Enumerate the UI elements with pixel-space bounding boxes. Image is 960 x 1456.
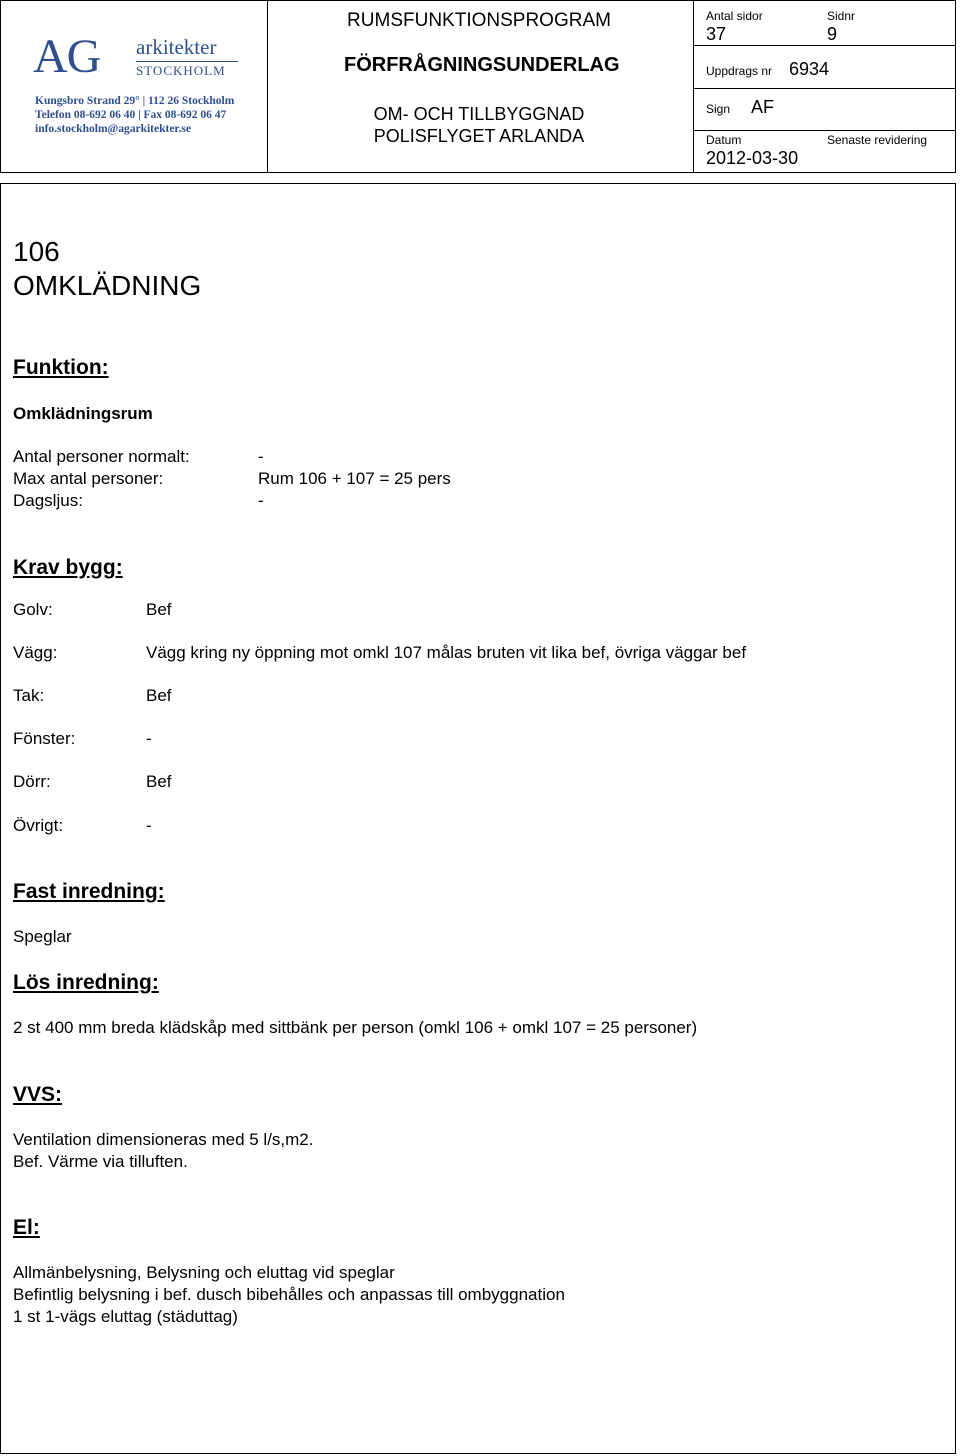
funktion-heading: Funktion: <box>13 356 109 379</box>
el-line: Befintlig belysning i bef. dusch bibehålles och anpassas till ombyggnation <box>13 1285 565 1304</box>
krav-label: Golv: <box>13 600 53 619</box>
header-divider <box>693 130 955 131</box>
krav-value: - <box>146 816 152 835</box>
vvs-line: Ventilation dimensioneras med 5 l/s,m2. <box>13 1130 314 1149</box>
logo-city: STOCKHOLM <box>136 63 226 78</box>
krav-label: Dörr: <box>13 772 51 791</box>
logo-name: arkitekter <box>136 35 217 59</box>
room-number: 106 <box>13 236 60 267</box>
krav-label: Övrigt: <box>13 816 64 835</box>
sign-value: AF <box>751 97 775 117</box>
uppdrag-label: Uppdrags nr <box>706 64 773 78</box>
el-line: 1 st 1-vägs eluttag (städuttag) <box>13 1307 238 1326</box>
project-line-1: OM- OCH TILLBYGGNAD <box>373 104 585 124</box>
krav-label: Tak: <box>13 686 45 705</box>
room-name: OMKLÄDNING <box>13 270 202 301</box>
logo-address: Kungsbro Strand 29° | 112 26 Stockholm <box>35 95 235 107</box>
los-inredning-heading: Lös inredning: <box>13 971 159 994</box>
logo-email: info.stockholm@agarkitekter.se <box>35 123 191 135</box>
header-divider <box>267 1 268 173</box>
program-title: RUMSFUNKTIONSPROGRAM <box>347 10 611 31</box>
krav-bygg-heading: Krav bygg: <box>13 556 123 579</box>
header-divider <box>693 45 955 46</box>
krav-value: Bef <box>146 686 172 705</box>
project-line-2: POLISFLYGET ARLANDA <box>373 126 585 146</box>
krav-value: - <box>146 729 152 748</box>
logo-phone: Telefon 08-692 06 40 | Fax 08-692 06 47 <box>35 109 227 121</box>
header-divider <box>693 1 694 173</box>
funktion-subheading: Omklädningsrum <box>13 404 153 423</box>
fast-inredning-text: Speglar <box>13 927 72 946</box>
krav-label: Vägg: <box>13 643 58 662</box>
logo-mark: AG <box>33 30 101 83</box>
antal-sidor-label: Antal sidor <box>706 9 763 23</box>
sidnr-label: Sidnr <box>827 9 856 23</box>
el-heading: El: <box>13 1216 40 1239</box>
logo-rule <box>136 61 238 62</box>
funktion-row-value: - <box>258 491 264 510</box>
antal-sidor-value: 37 <box>706 24 727 44</box>
funktion-row-label: Dagsljus: <box>13 491 83 510</box>
vvs-line: Bef. Värme via tilluften. <box>13 1152 188 1171</box>
datum-value: 2012-03-30 <box>706 148 799 168</box>
document-type: FÖRFRÅGNINGSUNDERLAG <box>344 54 620 76</box>
sign-label: Sign <box>706 102 731 116</box>
krav-value: Vägg kring ny öppning mot omkl 107 målas bruten vit lika bef, övriga väggar bef <box>146 643 747 662</box>
funktion-row-label: Antal personer normalt: <box>13 447 190 466</box>
krav-label: Fönster: <box>13 729 76 748</box>
vvs-heading: VVS: <box>13 1083 63 1106</box>
fast-inredning-heading: Fast inredning: <box>13 880 165 903</box>
el-line: Allmänbelysning, Belysning och eluttag vid speglar <box>13 1263 395 1282</box>
header-divider <box>693 88 955 89</box>
datum-label: Datum <box>706 133 742 147</box>
los-inredning-text: 2 st 400 mm breda klädskåp med sittbänk per person (omkl 106 + omkl 107 = 25 personer) <box>13 1018 698 1037</box>
sidnr-value: 9 <box>827 24 838 44</box>
uppdrag-value: 6934 <box>789 59 830 79</box>
document-header <box>0 0 956 173</box>
krav-value: Bef <box>146 600 172 619</box>
revidering-label: Senaste revidering <box>827 133 928 147</box>
funktion-row-label: Max antal personer: <box>13 469 164 488</box>
funktion-row-value: - <box>258 447 264 466</box>
company-logo <box>31 23 246 143</box>
funktion-row-value: Rum 106 + 107 = 25 pers <box>258 469 451 488</box>
krav-value: Bef <box>146 772 172 791</box>
